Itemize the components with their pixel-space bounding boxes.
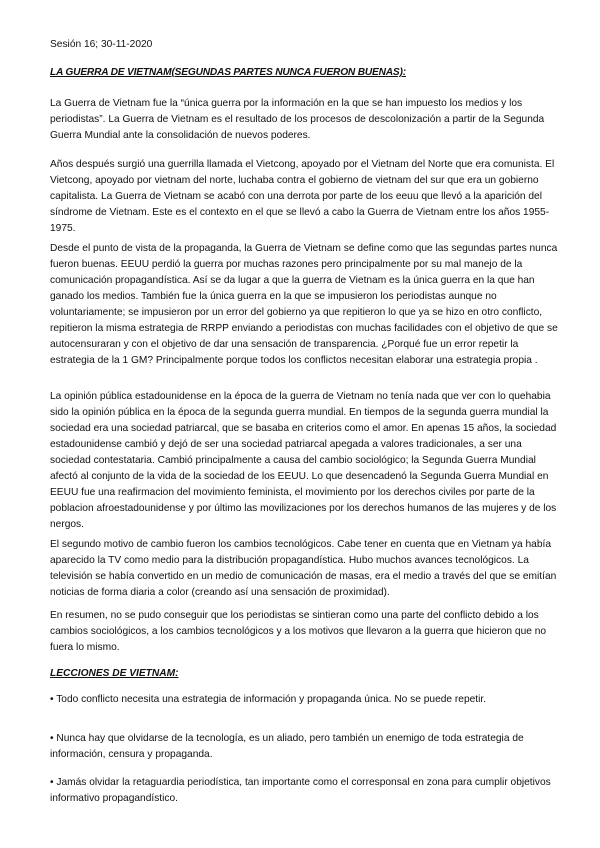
document-title: LA GUERRA DE VIETNAM(SEGUNDAS PARTES NUNCA FUERON BUENAS):	[50, 67, 406, 78]
paragraph-propaganda: Desde el punto de vista de la propaganda, la Guerra de Vietnam se define como que las segundas partes nunca fueron buenas. EEUU perdió la guerra por muchas razones pero principalmente por su mal manejo de la comunicación propagandística. Así se da lugar a que la guerra de Vietnam es la única guerra en la que han ganado los medios. También fue la única guerra en la que se impusieron los periodistas aunque no voluntariamente; se impusieron por un error del gobierno ya que repitieron lo que ya se hizo en otro conflicto, repitieron la misma estrategia de RRPP enviando a periodistas con muchas facilidades con el objetivo de que se autocensuraran y con el objetivo de dar una sensación de transparencia. ¿Porqué fue un error repetir la estrategia de la 1 GM? Principalmente porque todos los conflictos necesitan elaborar una estrategia propia .	[50, 243, 558, 366]
lesson-item: • Nunca hay que olvidarse de la tecnología, es un aliado, pero también un enemigo de toda estrategia de información, censura y propaganda.	[50, 733, 524, 760]
lesson-item: • Jamás olvidar la retaguardia periodística, tan importante como el corresponsal en zona para cumplir objetivos informativo propagandístico.	[50, 777, 551, 804]
paragraph-intro: La Guerra de Vietnam fue la “única guerra por la información en la que se han impuesto los medios y los periodistas”. La Guerra de Vietnam es el resultado de los procesos de descolonización a partir de la Segunda Guerra Mundial ante la consolidación de nuevos poderes.	[50, 98, 545, 141]
lessons-title: LECCIONES DE VIETNAM:	[50, 668, 179, 679]
paragraph-public-opinion: La opinión pública estadounidense en la época de la guerra de Vietnam no tenía nada que ver con lo quehabia sido la opinión pública en la época de la segunda guerra mundial. En tiempos de la segunda guerra mundial la sociedad era una sociedad patriarcal, que se basaba en criterios como el amor. En apenas 15 años, la sociedad estadounidense cambió y dejó de ser una sociedad patriarcal apegada a valores tradicionales, a ser una sociedad contestataria. Cambió principalmente a causa del cambio sociológico; la Segunda Guerra Mundial afectó al conjunto de la vida de la sociedad de los EEUU. Lo que desencadenó la Segunda Guerra Mundial en EEUU fue una reafirmacion del movimiento feminista, el movimiento por los derechos civiles por parte de la poblacion afroestadounidense y por último las movilizaciones por los derechos humanos de las mujeres y de los nergos.	[50, 391, 557, 530]
paragraph-vietcong: Años después surgió una guerrilla llamada el Vietcong, apoyado por el Vietnam del Norte que era comunista. El Vietcong, apoyado por vietnam del norte, luchaba contra el gobierno de vietnam del sur que era un gobierno capitalista. La Guerra de Vietnam se acabó con una derrota por parte de los eeuu que llevó a la aparición del síndrome de Vietnam. Este es el contexto en el que se llevó a cabo la Guerra de Vietnam entre los años 1955-1975.	[50, 159, 555, 234]
session-header: Sesión 16; 30-11-2020	[50, 39, 153, 50]
lesson-item: • Todo conflicto necesita una estrategia de información y propaganda única. No se puede repetir.	[50, 694, 487, 705]
paragraph-technology: El segundo motivo de cambio fueron los cambios tecnológicos. Cabe tener en cuenta que en Vietnam ya había aparecido la TV como medio para la distribución propagandística. Hubo muchos avances tecnológicos. La televisión se había convertido en un medio de comunicación de masas, era el medio a través del que se emitían noticias de forma diaria a color (creando así una sensación de proximidad).	[50, 539, 557, 598]
paragraph-summary: En resumen, no se pudo conseguir que los periodistas se sintieran como una parte del conflicto debido a los cambios sociológicos, a los cambios tecnológicos y a los motivos que llevaron a la guerra que hicieron que no fuera lo mismo.	[50, 610, 547, 653]
